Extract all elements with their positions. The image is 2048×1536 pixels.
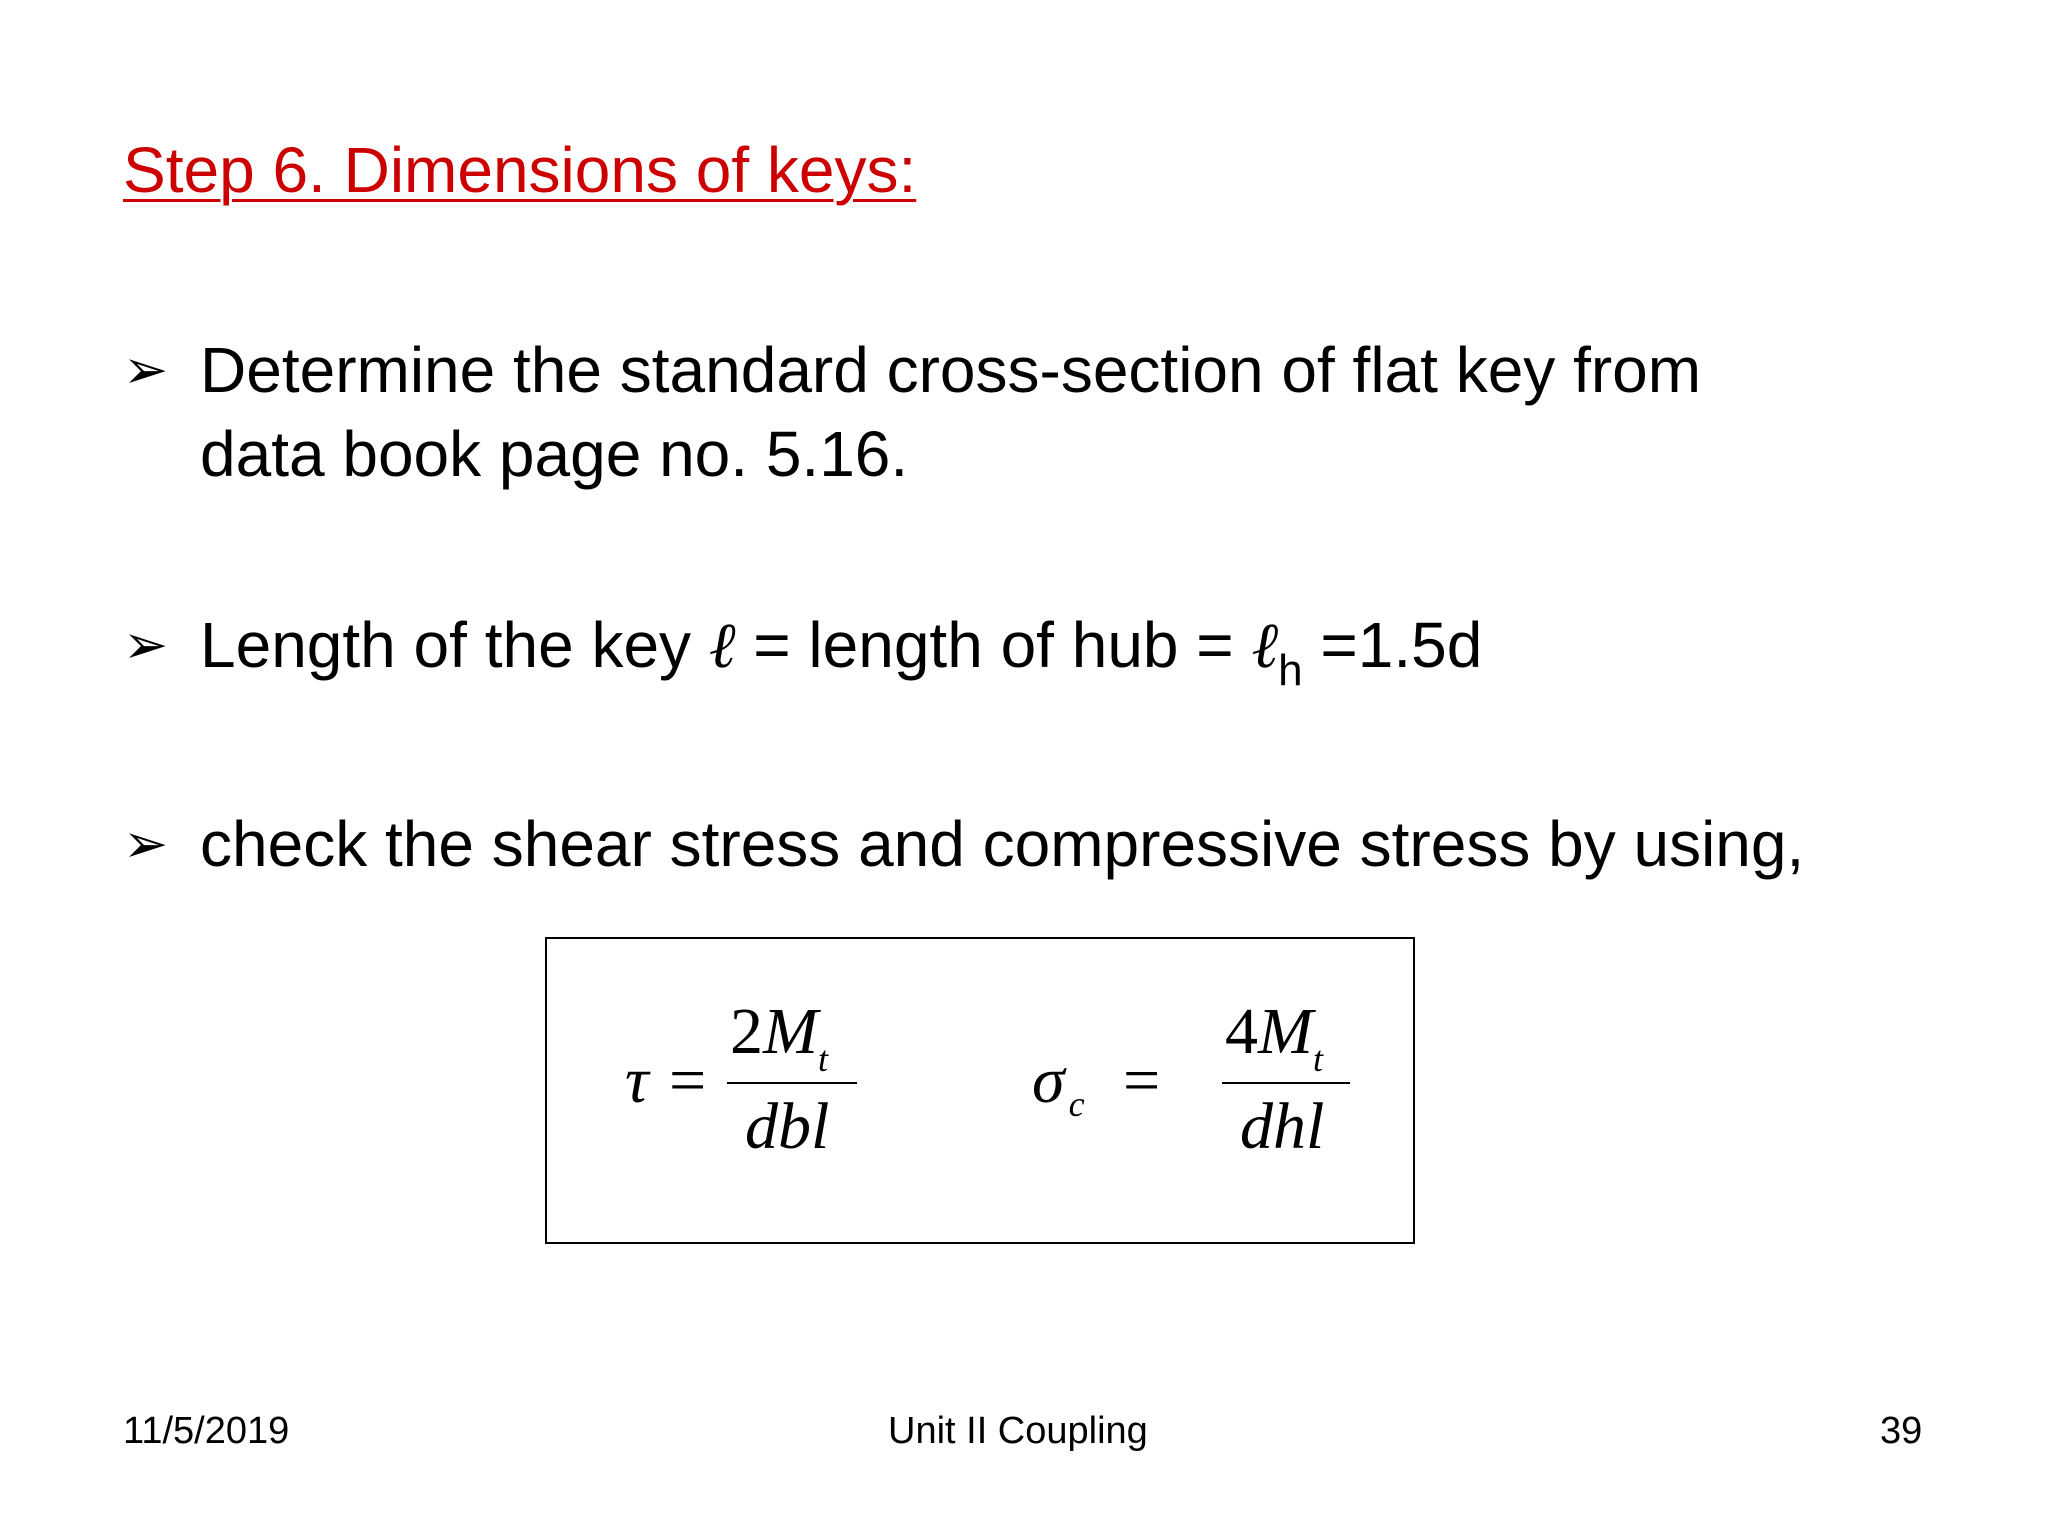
bullet-line: data book page no. 5.16. bbox=[200, 418, 909, 490]
page-number: 39 bbox=[1880, 1410, 1923, 1452]
compressive-denominator: dhl bbox=[1240, 1090, 1325, 1163]
numerator-variable: M bbox=[1258, 995, 1313, 1068]
slide-title: Step 6. Dimensions of keys: bbox=[123, 134, 917, 206]
fraction-bar bbox=[1222, 1082, 1350, 1084]
shear-stress-formula bbox=[547, 939, 982, 1242]
arrow-bullet-icon: ➢ bbox=[123, 613, 169, 676]
numerator-main bbox=[730, 995, 818, 1068]
compressive-stress-formula bbox=[982, 939, 1413, 1242]
bullet-text bbox=[200, 328, 1701, 496]
sigma-symbol bbox=[1032, 1043, 1085, 1124]
numerator-subscript: t bbox=[817, 1039, 828, 1079]
numerator-coefficient: 4 bbox=[1225, 995, 1258, 1068]
footer-date: 11/5/2019 bbox=[123, 1410, 290, 1452]
arrow-bullet-icon: ➢ bbox=[123, 812, 169, 875]
fraction-bar bbox=[727, 1082, 857, 1084]
numerator-variable: M bbox=[763, 995, 818, 1068]
equals-sign: = bbox=[1123, 1044, 1161, 1117]
shear-denominator: dbl bbox=[745, 1090, 830, 1163]
tau-symbol: τ bbox=[625, 1044, 649, 1117]
key-length-prefix: Length of the key bbox=[200, 609, 709, 681]
bullet-line: check the shear stress and compressive stress by using, bbox=[200, 808, 1805, 880]
numerator-main bbox=[1225, 995, 1313, 1068]
ell-h-symbol: ℓ bbox=[1251, 609, 1279, 683]
bullet-text bbox=[200, 802, 1804, 886]
ell-h-subscript: h bbox=[1278, 646, 1303, 695]
ell-symbol: ℓ bbox=[708, 609, 736, 683]
key-length-middle: = length of hub = bbox=[735, 609, 1252, 681]
compressive-numerator bbox=[1225, 994, 1323, 1079]
numerator-coefficient: 2 bbox=[730, 995, 763, 1068]
key-length-suffix: =1.5d bbox=[1302, 609, 1483, 681]
shear-numerator bbox=[730, 994, 828, 1079]
bullet-text bbox=[200, 603, 1482, 695]
numerator-subscript: t bbox=[1312, 1039, 1323, 1079]
arrow-bullet-icon: ➢ bbox=[123, 338, 169, 401]
equals-sign: = bbox=[669, 1044, 707, 1117]
sigma-subscript: c bbox=[1068, 1084, 1085, 1124]
sigma-letter: σ bbox=[1032, 1044, 1065, 1117]
formula-box bbox=[545, 937, 1415, 1244]
bullet-line: Determine the standard cross-section of flat key from bbox=[200, 334, 1702, 406]
footer-title: Unit II Coupling bbox=[888, 1410, 1148, 1452]
